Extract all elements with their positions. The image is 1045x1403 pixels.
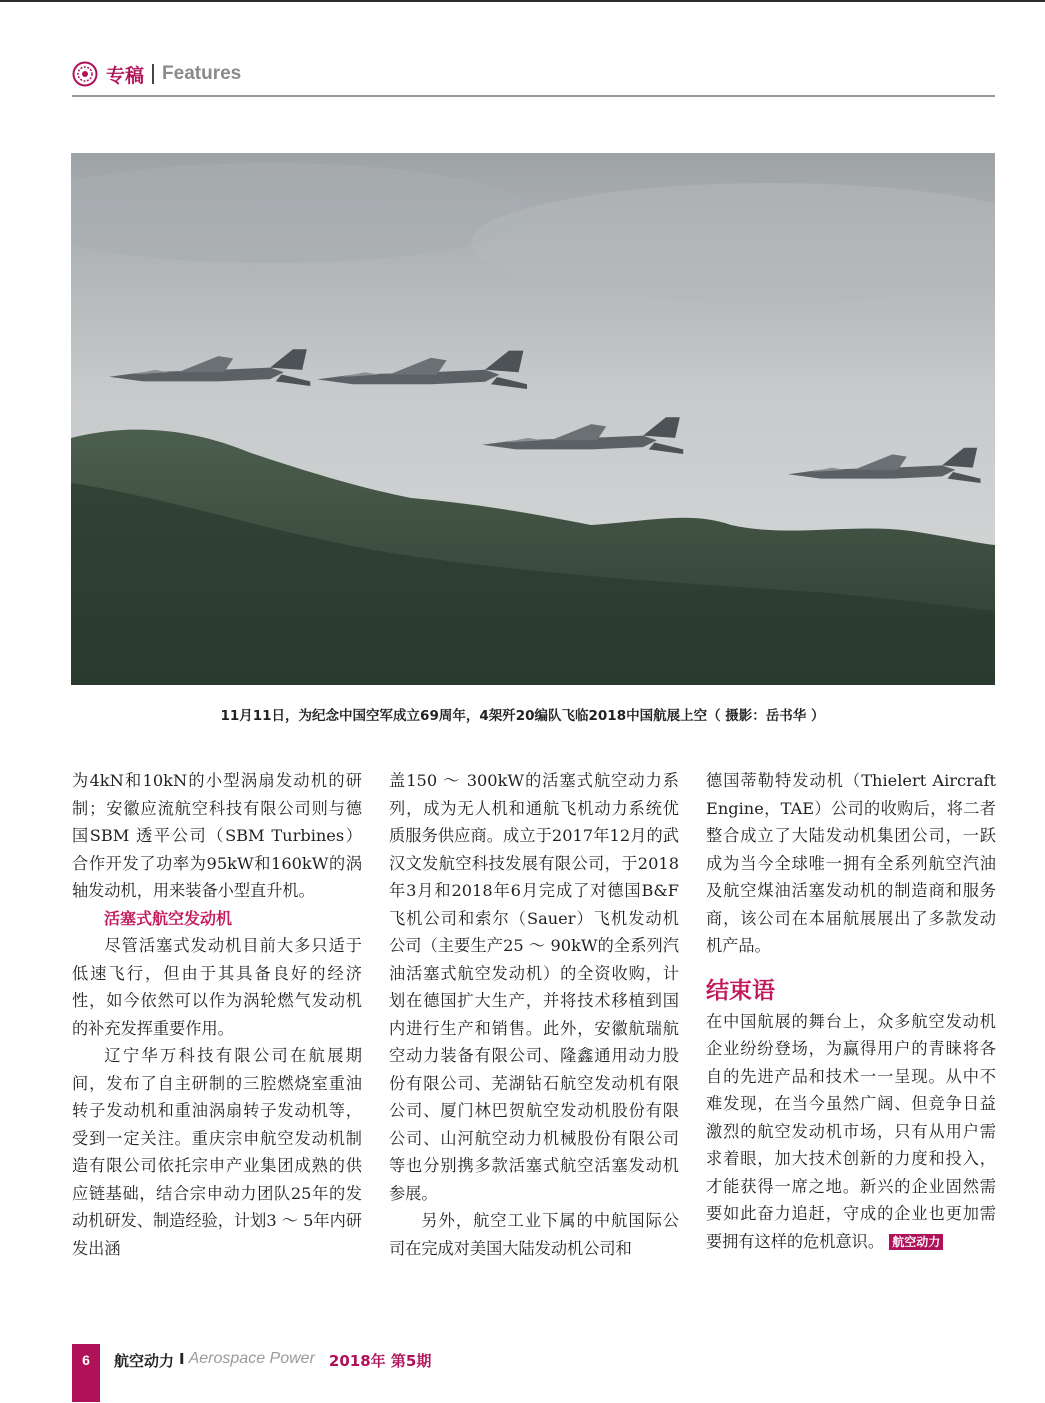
footer-separator: I: [179, 1350, 185, 1368]
conclusion-text: 在中国航展的舞台上，众多航空发动机企业纷纷登场，为赢得用户的青睐将各自的先进产品和技术一一呈现。从中不难发现，在当今虽然广阔、但竞争日益激烈的航空发动机市场，只有从用户需求着眼，加大技术创新的力度和投入，才能获得一席之地。新兴的企业固然需要如此奋力追赶，守成的企业也更加需要拥有这样的危机意识。: [706, 1011, 996, 1251]
page-footer: [72, 1344, 431, 1402]
page-number: 6: [72, 1344, 100, 1402]
section-title-en: Features: [162, 63, 242, 84]
magazine-logo-icon: [72, 61, 98, 87]
magazine-name-en: Aerospace Power: [188, 1350, 315, 1367]
article-column-2: [389, 767, 679, 1262]
header-divider: [152, 64, 154, 84]
subheading-piston-engines: 活塞式航空发动机: [104, 908, 233, 928]
conclusion-heading: 结束语: [706, 977, 775, 1004]
issue-number: 2018年 第5期: [328, 1352, 432, 1370]
section-title: 专稿: [106, 64, 145, 87]
paragraph: 盖150 ～ 300kW的活塞式航空动力系列，成为无人机和通航飞机动力系统优质服务供应商。成立于2017年12月的武汉文发航空科技发展有限公司，于2018年3月和2018年6月完成了对德国B&F飞机公司和索尔（Sauer）飞机发动机公司（主要生产25 ～ 90kW的全系列汽油活塞式航空发动机）的全资收购，计划在德国扩大生产，并将技术移植到国内进行生产和销售。此外，安徽航瑞航空动力装备有限公司、隆鑫通用动力股份有限公司、芜湖钻石航空发动机有限公司、厦门林巴贺航空发动机股份有限公司、山河航空动力机械股份有限公司等也分别携多款活塞式航空活塞发动机参展。: [389, 771, 679, 1203]
article-column-3: [706, 767, 996, 1255]
paragraph: 另外，航空工业下属的中航国际公司在完成对美国大陆发动机公司和: [389, 1211, 679, 1258]
header-rule: [72, 95, 995, 97]
article-column-1: [72, 767, 362, 1262]
paragraph: [706, 1008, 996, 1256]
photo-caption: 11月11日，为纪念中国空军成立69周年，4架歼20编队飞临2018中国航展上空（ 摄影：岳书华 ）: [220, 708, 825, 724]
magazine-name: 航空动力: [114, 1352, 175, 1370]
paragraph: 德国蒂勒特发动机（Thielert Aircraft Engine，TAE）公司的收购后，将二者整合成立了大陆发动机集团公司，一跃成为当今全球唯一拥有全系列航空汽油及航空煤油活塞发动机的制造商和服务商，该公司在本届航展展出了多款发动机产品。: [706, 771, 996, 955]
paragraph: 为4kN和10kN的小型涡扇发动机的研制；安徽应流航空科技有限公司则与德国SBM 透平公司（SBM Turbines）合作开发了功率为95kW和160kW的涡轴发动机，用来装备小型直升机。: [72, 771, 362, 900]
end-mark-tag: 航空动力: [889, 1234, 943, 1250]
feature-photo: [71, 153, 995, 685]
top-rule: [0, 0, 1045, 2]
page-header: [72, 58, 241, 90]
paragraph: 辽宁华万科技有限公司在航展期间，发布了自主研制的三腔燃烧室重油转子发动机和重油涡扇转子发动机等，受到一定关注。重庆宗申航空发动机制造有限公司依托宗申产业集团成熟的供应链基础，结合宗申动力团队25年的发动机研发、制造经验，计划3 ～ 5年内研发出涵: [72, 1046, 362, 1258]
paragraph: 尽管活塞式发动机目前大多只适于低速飞行，但由于其具备良好的经济性，如今依然可以作为涡轮燃气发动机的补充发挥重要作用。: [72, 936, 362, 1038]
